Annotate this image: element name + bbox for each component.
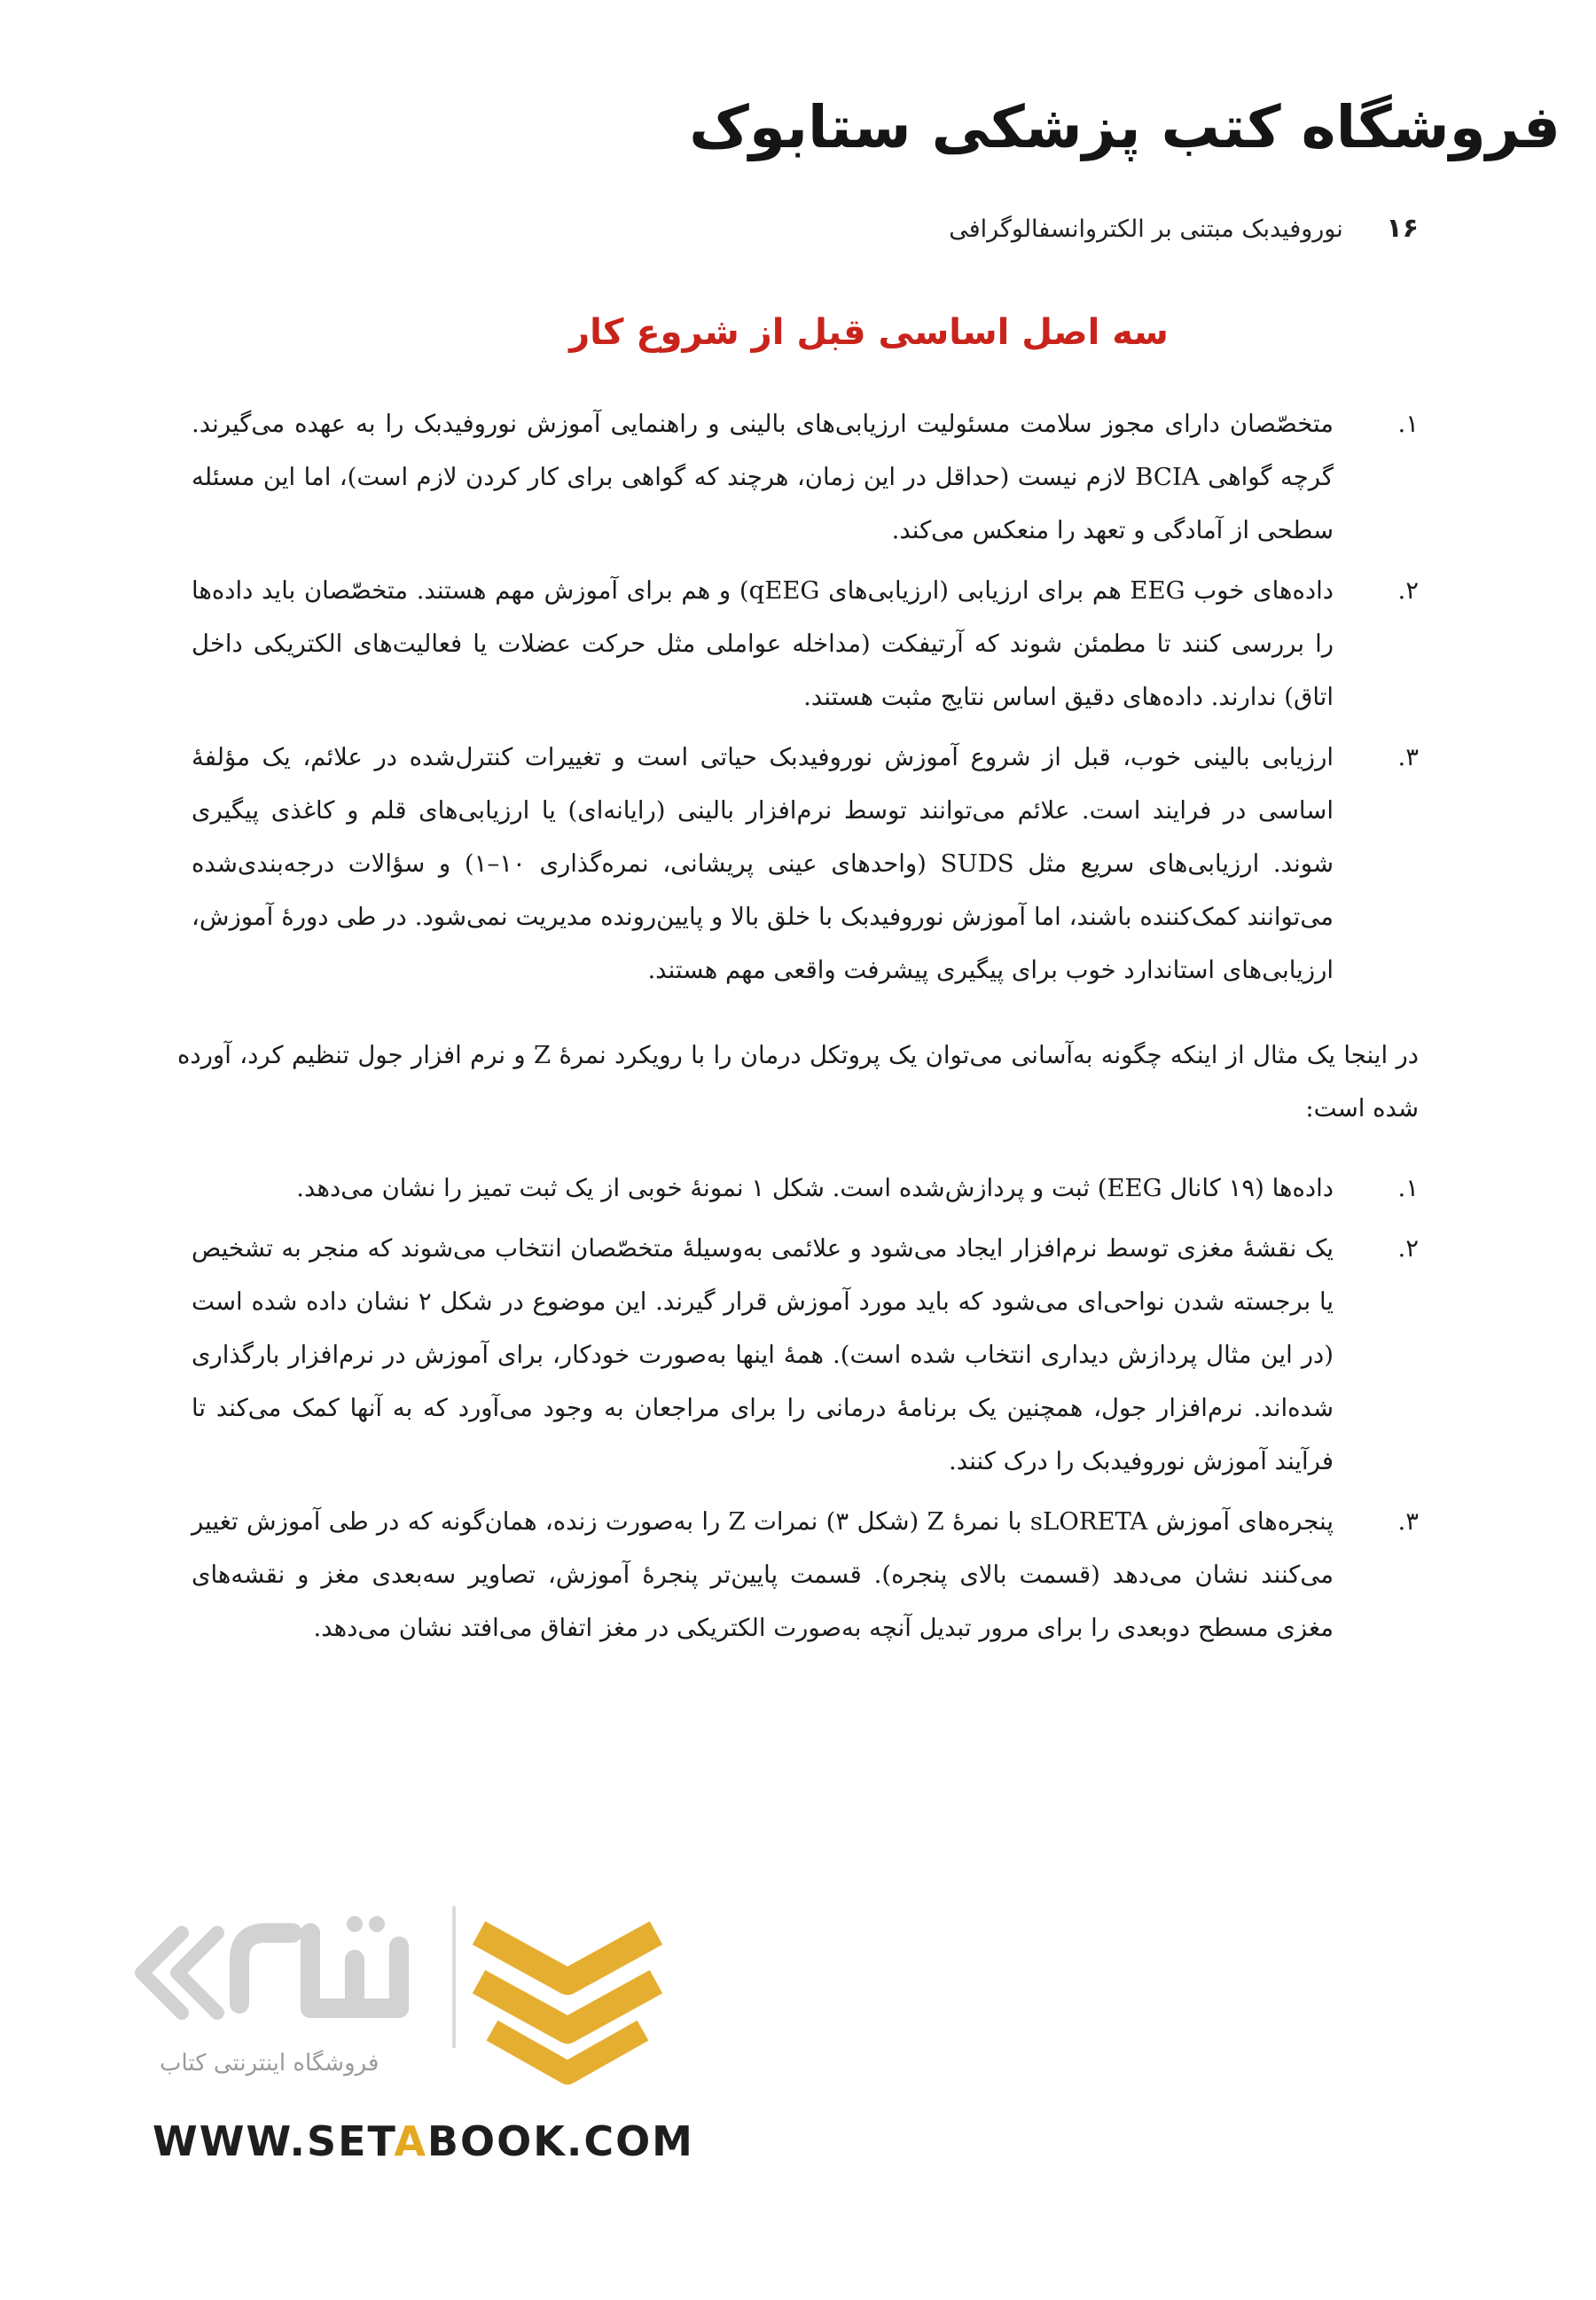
principles-list bbox=[192, 397, 1419, 997]
steps-list bbox=[192, 1162, 1419, 1655]
store-title: فروشگاه کتب پزشکی ستابوک bbox=[689, 93, 1561, 161]
list-item bbox=[192, 1222, 1419, 1488]
intro-paragraph: در اینجا یک مثال از اینکه چگونه به‌آسانی می‌توان یک پروتکل درمان را با رویکرد نمرهٔ Z و نرم افزار جول تنظیم کرد، آورده شده است: bbox=[177, 1041, 1419, 1123]
item-text: ارزیابی بالینی خوب، قبل از شروع آموزش نوروفیدبک حیاتی است و تغییرات کنترل‌شده در علائم، یک مؤلفهٔ اساسی در فرایند است. علائم می‌توانند توسط نرم‌افزار بالینی (رایانه‌ای) یا ارزیابی‌های قلم و کاغذی پیگیری شوند. ارزیابی‌های سریع مثل SUDS (واحدهای عینی پریشانی، نمره‌گذاری ۱۰–۱) و سؤالات درجه‌بندی‌شده می‌توانند کمک‌کننده باشند، اما آموزش نوروفیدبک با خلق بالا و پایین‌رونده مدیریت نمی‌شود. در طی دورهٔ آموزش، ارزیابی‌های استاندارد خوب برای پیگیری پیشرفت واقعی مهم هستند. bbox=[192, 743, 1334, 984]
item-number: ۲. bbox=[1397, 1234, 1419, 1263]
list-item bbox=[192, 1495, 1419, 1655]
running-head bbox=[949, 213, 1419, 244]
running-title: نوروفیدبک مبتنی بر الکتروانسفالوگرافی bbox=[949, 215, 1343, 243]
list-item bbox=[192, 397, 1419, 557]
watermark-url bbox=[153, 2117, 694, 2165]
url-suffix: BOOK.COM bbox=[426, 2117, 694, 2165]
item-text: یک نقشهٔ مغزی توسط نرم‌افزار ایجاد می‌شود و علائمی به‌وسیلهٔ متخصّصان انتخاب می‌شوند که منجر به تشخیص یا برجسته شدن نواحی‌ای می‌شود که باید مورد آموزش قرار گیرند. این موضوع در شکل ۲ نشان داده شده است (در این مثال پردازش دیداری انتخاب شده است). همهٔ اینها به‌صورت خودکار، برای آموزش در نرم‌افزار بارگذاری شده‌اند. نرم‌افزار جول، همچنین یک برنامهٔ درمانی را برای مراجعان به وجود می‌آورد که به آنها کمک می‌کند تا فرآیند آموزش نوروفیدبک را درک کنند. bbox=[192, 1234, 1334, 1475]
url-prefix: WWW.SET bbox=[153, 2117, 395, 2165]
list-item bbox=[192, 564, 1419, 724]
item-number: ۲. bbox=[1397, 576, 1419, 605]
watermark-tagline: فروشگاه اینترنتی کتاب bbox=[160, 2050, 379, 2077]
item-number: ۳. bbox=[1397, 743, 1419, 771]
url-accent-letter: A bbox=[394, 2117, 427, 2165]
item-text: متخصّصان دارای مجوز سلامت مسئولیت ارزیابی‌های بالینی و راهنمایی آموزش نوروفیدبک را به عهده می‌گیرند. گرچه گواهی BCIA لازم نیست (حداقل در این زمان، هرچند که گواهی برای کار کردن لازم است)، اما این مسئله سطحی از آمادگی و تعهد را منعکس می‌کند. bbox=[192, 410, 1334, 544]
item-number: ۳. bbox=[1397, 1507, 1419, 1536]
body-text bbox=[177, 397, 1419, 1655]
item-text: پنجره‌های آموزش sLORETA با نمرهٔ Z (شکل ۳) نمرات Z را به‌صورت زنده، همان‌گونه که در طی آموزش تغییر می‌کنند نشان می‌دهد (قسمت بالای پنجره). قسمت پایین‌تر پنجرهٔ آموزش، تصاویر سه‌بعدی مغز و نقشه‌های مغزی مسطح دوبعدی را برای مرور تبدیل آنچه به‌صورت الکتریکی در مغز اتفاق می‌افتد نشان می‌دهد. bbox=[192, 1507, 1334, 1642]
item-number: ۱. bbox=[1397, 1174, 1419, 1202]
item-text: داده‌ها (۱۹ کانال EEG) ثبت و پردازش‌شده است. شکل ۱ نمونهٔ خوبی از یک ثبت تمیز را نشان می‌دهد. bbox=[296, 1174, 1334, 1202]
item-number: ۱. bbox=[1397, 410, 1419, 438]
list-item bbox=[192, 1162, 1419, 1215]
item-text: داده‌های خوب EEG هم برای ارزیابی (ارزیابی‌های qEEG) و هم برای آموزش مهم هستند. متخصّصان باید داده‌ها را بررسی کنند تا مطمئن شوند که آرتیفکت (مداخله عواملی مثل حرکت عضلات یا فعالیت‌های الکتریکی داخل اتاق) ندارند. داده‌های دقیق اساس نتایج مثبت هستند. bbox=[192, 576, 1334, 711]
section-heading: سه اصل اساسی قبل از شروع کار bbox=[569, 312, 1169, 353]
list-item bbox=[192, 731, 1419, 997]
page-number: ۱۶ bbox=[1386, 213, 1419, 244]
